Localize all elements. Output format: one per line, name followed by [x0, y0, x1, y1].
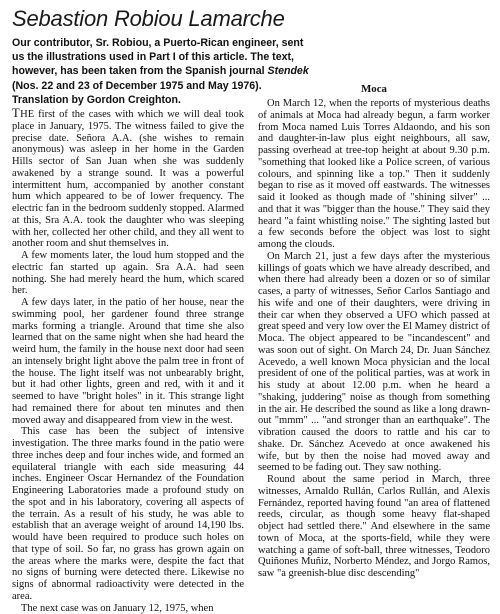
paragraph: This case has been the subject of intensive investigation. The three marks found in the patio were three inches deep and four inches wide, and formed an equilateral triangle with each side measuring 44 inches. Engineer Oscar Hernandez of the Foundation Engineering Laboratories made a profound study on the spot and in his laboratory, covering all aspects of the terrain. As a result of his study, he was able to establish that an average weight of around 14,190 lbs. would have been required to produce such holes on that type of soil. So far, no grass has grown again on the areas where the marks were, despite the fact that no signs of burning were detected there. Likewise no signs of abnormal radioactivity were detected in the area. — [12, 426, 244, 602]
intro-text-1: Our contributor, Sr. Robiou, a Puerto-Rican engineer, sent us the illustrations used in Part I of this article. The text, however, has been taken from the Spanish journal — [12, 37, 303, 77]
right-column — [258, 83, 490, 500]
paragraph-text: HE first of the cases with which we will deal took place in January, 1975. The witness failed to give the precise date. Señora A.A. (she wishes to remain anonymous) was asleep in her home in the Garden Hills sector of San Juan when she was suddenly awakened by a strange sound. It was a powerful intermittent hum, accompanied by another constant hum which appeared to be of lower frequency. The electric fan in the bedroom suddenly stopped. Alarmed at this, Sra A.A. took the daughter who was sleeping with her, collected her other child, and they all went to another room and shut themselves in. — [12, 109, 244, 249]
paragraph: A few moments later, the loud hum stopped and the electric fan started up again. Sra A.A. had seen nothing. She had merely heard the hum, which scared her. — [12, 250, 244, 297]
drop-cap: T — [12, 106, 20, 120]
paragraph: On March 12, when the reports of mysterious deaths of animals at Moca had already begun, a farm worker from Moca named Luis Torres Aldaondo, and his son and daughter-in-law plus eight neighbours, all saw, passing overhead at tree-top height at about 9.30 p.m. "something that looked like a Police screen, of various colours, and spinning like a top." Then it suddenly began to rise as it moved off eastwards. The witnesses said it looked as though made of "shining silver" ... and that it was "bigger than the house." They said they heard "a faint whistling noise." The sighting lasted but a few seconds before the object was lost to sight among the clouds. — [258, 98, 490, 251]
paragraph: On March 21, just a few days after the mysterious killings of goats which we have already described, and when there had already been a dozen or so of similar cases, a party of witnesses, Señor Carlos Santiago and his wife and one of their daughters, were driving in their car when they observed a UFO which passed at great speed and very low over the El Mamey district of Moca. The object appeared to be "incandescent" and was soon out of sight. On March 24, Dr. Juan Sánchez Acevedo, a well known Moca physician and the local president of one of the political parties, was at work in his study at about 12.00 p.m. when he heard a "shaking, juddering" noise as though from something in the air. He described the sound as like a long drawn-out "mmm" ... "and stronger than an earthquake". The vibration caused the doors to rattle and his car to shake. Dr. Sánchez Acevedo at once awakened his wife, but by then the noise had moved away and seemed to be fading out. They saw nothing. — [258, 251, 490, 474]
section-heading: Moca — [258, 83, 490, 95]
paragraph: Round about the same period in March, three witnesses, Arnaldo Rullán, Carlos Rullán, and Alexis Fernández, reported having found "an area of flattened reeds, circular, as though some heavy flat-shaped object had settled there." And elsewhere in the same town of Moca, at the sports-field, while they were watching a game of soft-ball, three witnesses, Teodoro Quiñones Muñiz, Norberto Méndez, and Jorgo Ramos, saw "a greenish-blue disc descending" — [258, 474, 490, 580]
left-column — [12, 108, 244, 500]
paragraph — [12, 108, 244, 250]
paragraph: A few days later, in the patio of her house, near the swimming pool, her gardener found three strange marks forming a triangle. Around that time she also learned that on the same night when she had heard the weird hum, the family in the house next door had seen an intensely bright light above the palm tree in front of the house. The light itself was not unbearably bright, but it had other lights, green and red, with it and it seemed to have "bright holes" in it. This strange light had remained there for about ten minutes and then moved away and disappeared from view in the west. — [12, 297, 244, 426]
intro-journal-name: Stendek — [268, 65, 309, 77]
paragraph: The next case was on January 12, 1975, when — [12, 603, 244, 614]
intro-text-2: (Nos. 22 and 23 of December 1975 and May 1976). Translation by Gordon Creighton. — [12, 80, 262, 106]
article-title: Sebastion Robiou Lamarche — [12, 6, 285, 32]
